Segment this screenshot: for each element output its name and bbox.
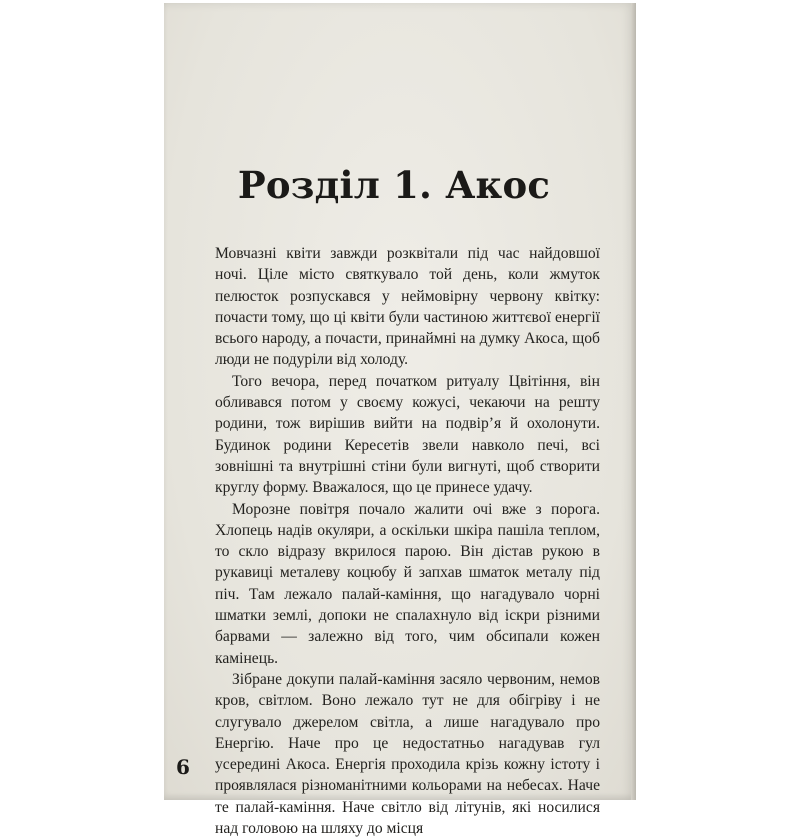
paragraph-2: Того вечора, перед початком ритуалу Цвітіння, він обливався потом у своєму кожусі, чекаючи на решту родини, тож вирішив вийти на подвір’я й охолонути. Будинок родини Кересетів звели навколо печі, всі зовнішні та внутрішні стіни були вигнуті, щоб створити круглу форму. Вважалося, що це принесе удачу. [215,372,600,497]
chapter-body [215,243,600,839]
paragraph-1: Мовчазні квіти завжди розквітали під час найдовшої ночі. Ціле місто святкувало той день, коли жмуток пелюсток розпускався у неймовірну червону квітку: почасти тому, що ці квіти були частиною життєвої енергії всього народу, а почасти, принаймні на думку Акоса, щоб люди не подуріли від холоду. [215,245,600,369]
page-edge [631,3,636,800]
paragraph-3: Морозне повітря почало жалити очі вже з порога. Хлопець надів окуляри, а оскільки шкіра пашіла теплом, то скло відразу вкрилося парою. Він дістав рукою в рукавиці металеву коцюбу й запхав шматок металу під піч. Там лежало палай-каміння, що нагадувало чорні шматки землі, допоки не спалахнуло від іскри різними барвами — залежно від того, чим обсипали кожен камінець. [215,500,600,667]
chapter-title: Розділ 1. Акос [237,163,551,207]
paragraph-4: Зібране докупи палай-каміння засяло червоним, немов кров, світлом. Воно лежало тут не для обігріву і не слугувало джерелом світла, а лише нагадувало про Енергію. Наче про це недостатньо нагадував гул усередині Акоса. Енергія проходила крізь кожну істоту і проявлялася різноманітними кольорами на небесах. Наче те палай-каміння. Наче світло від літунів, які носилися над головою на шляху до місця [215,670,600,838]
book-page [164,3,636,838]
page-number: 6 [176,755,190,779]
